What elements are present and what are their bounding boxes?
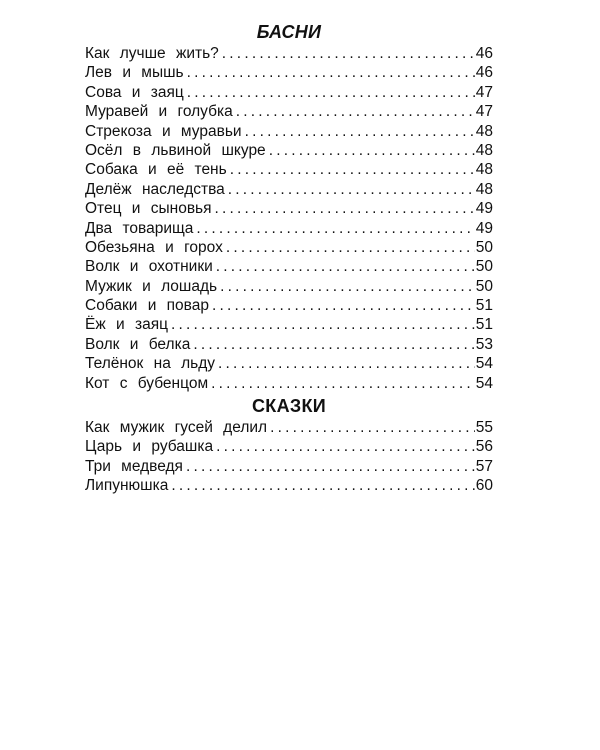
toc-entry-title: Царь и рубашка: [85, 438, 214, 456]
toc-entry: [85, 219, 493, 238]
toc-dot-leader: [215, 199, 475, 218]
toc-entry-title: Мужик и лошадь: [85, 277, 218, 295]
toc-entry-title: Собаки и повар: [85, 297, 209, 315]
toc-entry: [85, 335, 493, 354]
toc-entry: [85, 374, 493, 393]
toc-entry-title: Делёж наследства: [85, 180, 225, 198]
toc-entry-title: Волк и охотники: [85, 258, 213, 276]
toc-entry: [85, 437, 493, 456]
toc-dot-leader: [187, 83, 475, 102]
toc-dot-leader: [245, 122, 475, 141]
toc-entry-page-number: 49: [475, 219, 493, 237]
toc-entry: [85, 476, 493, 495]
toc-entry-title: Три медведя: [85, 457, 183, 475]
toc-section-basni: [85, 20, 493, 393]
toc-dot-leader: [193, 335, 474, 354]
toc-entry: [85, 315, 493, 334]
toc-entry-title: Как лучше жить?: [85, 45, 219, 62]
toc-dot-leader: [212, 296, 475, 315]
toc-entry-page-number: 47: [475, 103, 493, 121]
toc-entry-page-number: 56: [475, 438, 493, 456]
toc-entry-page-number: 50: [475, 277, 493, 295]
section-title-skazki: СКАЗКИ: [252, 396, 326, 416]
toc-entry-title: Обезьяна и горох: [85, 238, 223, 256]
toc-entry-title: Липунюшка: [85, 477, 169, 495]
toc-dot-leader: [218, 354, 475, 373]
toc-list-skazki: [85, 418, 493, 496]
toc-entry-page-number: 46: [475, 64, 493, 82]
toc-entry: [85, 102, 493, 121]
toc-entry-page-number: 50: [475, 238, 493, 256]
toc-entry-page-number: 48: [475, 141, 493, 159]
toc-list-basni: [85, 44, 493, 393]
toc-entry-page-number: 57: [475, 457, 493, 475]
toc-entry: [85, 160, 493, 179]
toc-entry-title: Сова и заяц: [85, 83, 184, 101]
toc-dot-leader: [216, 437, 475, 456]
toc-entry-page-number: 48: [475, 161, 493, 179]
toc-entry-title: Осёл в львиной шкуре: [85, 141, 266, 159]
toc-dot-leader: [171, 315, 475, 334]
toc-entry-page-number: 48: [475, 122, 493, 140]
toc-entry: [85, 122, 493, 141]
toc-dot-leader: [269, 141, 475, 160]
toc-dot-leader: [230, 160, 475, 179]
toc-entry: [85, 296, 493, 315]
toc-entry: [85, 418, 493, 437]
toc-dot-leader: [236, 102, 475, 121]
toc-entry: [85, 83, 493, 102]
toc-dot-leader: [211, 374, 475, 393]
toc-entry-page-number: 51: [475, 316, 493, 334]
toc-entry: [85, 63, 493, 82]
toc-entry-page-number: 53: [475, 335, 493, 353]
toc-dot-leader: [186, 457, 475, 476]
toc-entry-page-number: 54: [475, 374, 493, 392]
toc-entry-title: Телёнок на льду: [85, 355, 216, 373]
toc-dot-leader: [226, 238, 475, 257]
toc-entry-title: Стрекоза и муравьи: [85, 122, 242, 140]
toc-dot-leader: [171, 476, 474, 495]
toc-entry-title: Ёж и заяц: [85, 316, 168, 334]
toc-entry-title: Собака и её тень: [85, 161, 227, 179]
toc-dot-leader: [216, 257, 475, 276]
toc-entry-page-number: 46: [475, 45, 493, 62]
toc-entry: [85, 199, 493, 218]
toc-dot-leader: [187, 63, 475, 82]
toc-section-skazki: [85, 394, 493, 496]
toc-entry-page-number: 55: [475, 419, 493, 436]
toc-entry: [85, 180, 493, 199]
section-title-basni: БАСНИ: [256, 22, 322, 42]
toc-entry-title: Муравей и голубка: [85, 103, 233, 121]
toc-entry: [85, 354, 493, 373]
toc-entry: [85, 457, 493, 476]
toc-dot-leader: [222, 44, 475, 63]
toc-entry-page-number: 47: [475, 83, 493, 101]
toc-entry-title: Отец и сыновья: [85, 200, 212, 218]
toc-entry: [85, 141, 493, 160]
toc-entry-title: Два товарища: [85, 219, 194, 237]
toc-entry: [85, 44, 493, 63]
toc-dot-leader: [220, 277, 475, 296]
toc-entry-page-number: 49: [475, 200, 493, 218]
toc-entry-page-number: 54: [475, 355, 493, 373]
toc-entry: [85, 257, 493, 276]
toc-entry-title: Кот с бубенцом: [85, 374, 209, 392]
toc-entry-title: Как мужик гусей делил: [85, 419, 268, 436]
toc-dot-leader: [270, 418, 475, 437]
toc-entry-page-number: 51: [475, 297, 493, 315]
toc-entry-title: Волк и белка: [85, 335, 191, 353]
toc-entry-page-number: 60: [475, 477, 493, 495]
toc-entry-page-number: 48: [475, 180, 493, 198]
toc-entry: [85, 238, 493, 257]
toc-entry-title: Лев и мышь: [85, 64, 184, 82]
toc-entry-page-number: 50: [475, 258, 493, 276]
toc-dot-leader: [196, 219, 474, 238]
toc-dot-leader: [228, 180, 475, 199]
toc-entry: [85, 277, 493, 296]
